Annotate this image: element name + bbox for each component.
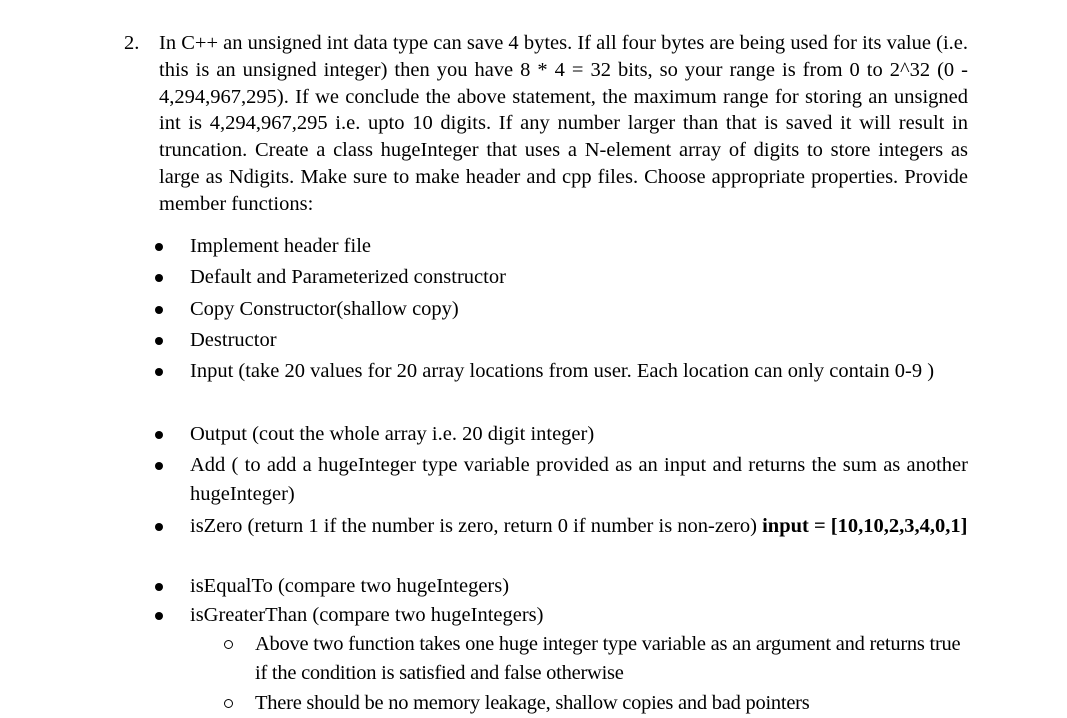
sub-list-item-text: Above two function takes one huge integer type variable as an argument and returns true if the condition is satisfied and false otherwise [255, 633, 961, 684]
question-text: In C++ an unsigned int data type can save 4 bytes. If all four bytes are being used for its value (i.e. this is an unsigned integer) then you have 8 * 4 = 32 bits, so your range is from 0 to 2^32 (0 - 4,294,967,295). If we conclude the above statement, the maximum range for storing an unsigned int is 4,294,967,295 i.e. upto 10 digits. If any number larger than that is saved it will result in truncation. Create a class hugeInteger that uses a N-element array of digits to store integers as large as Ndigits. Make sure to make header and cpp files. Choose appropriate properties. Provide member functions: [159, 32, 968, 215]
list-item-text: Default and Parameterized constructor [190, 266, 506, 288]
list-item-text: Destructor [190, 329, 277, 351]
bullet-icon [155, 612, 163, 620]
circle-bullet-icon [224, 640, 233, 649]
sub-list-item-text: There should be no memory leakage, shallow copies and bad pointers [255, 692, 810, 714]
list-item-text: isEqualTo (compare two hugeIntegers) [190, 575, 510, 597]
bullet-icon [155, 523, 163, 531]
bullet-icon [155, 462, 163, 470]
list-item-text: Output (cout the whole array i.e. 20 digit integer) [190, 423, 595, 445]
list-item-text: Add ( to add a hugeInteger type variable provided as an input and returns the sum as another hugeInteger) [190, 454, 968, 505]
bullet-icon [155, 368, 163, 376]
bullet-icon [155, 337, 163, 345]
circle-bullet-icon [224, 699, 233, 708]
list-item-text: Copy Constructor(shallow copy) [190, 298, 459, 320]
iszero-description: isZero (return 1 if the number is zero, return 0 if number is non-zero) [190, 515, 763, 537]
list-item-text: isGreaterThan (compare two hugeIntegers) [190, 604, 544, 626]
list-item-text: Implement header file [190, 235, 371, 257]
iszero-input-example: input = [10,10,2,3,4,0,1] [762, 515, 968, 537]
bullet-icon [155, 243, 163, 251]
list-item-text [190, 512, 968, 541]
bullet-icon [155, 583, 163, 591]
bullet-icon [155, 431, 163, 439]
question-number: 2. [124, 32, 140, 54]
bullet-icon [155, 274, 163, 282]
list-item-text: Input (take 20 values for 20 array locations from user. Each location can only contain 0-9 ) [190, 360, 935, 382]
bullet-icon [155, 306, 163, 314]
